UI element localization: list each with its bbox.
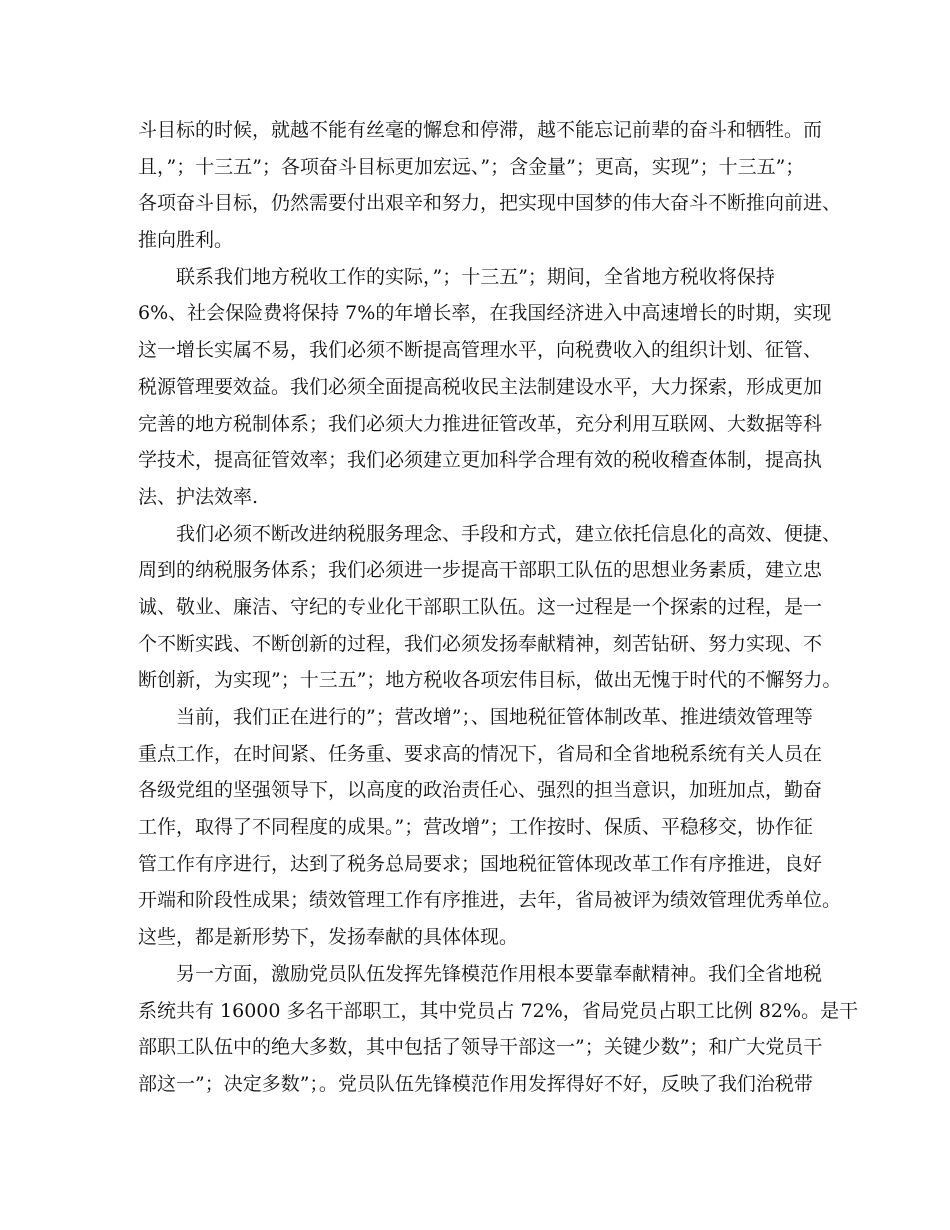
text-line: 管工作有序进行，达到了税务总局要求；国地税征管体现改革工作有序推进，良好 bbox=[138, 852, 823, 875]
text-line: 法、护法效率. bbox=[138, 485, 259, 508]
text-line: 个不断实践、不断创新的过程，我们必须发扬奉献精神，刻苦钻研、努力实现、不 bbox=[138, 632, 823, 655]
text-line: 诚、敬业、廉洁、守纪的专业化干部职工队伍。这一过程是一个探索的过程，是一 bbox=[138, 595, 823, 618]
paragraph-first-line: 当前，我们正在进行的”；营改增”；、国地税征管体制改革、推进绩效管理等 bbox=[176, 706, 813, 728]
text-line: 部职工队伍中的绝大多数，其中包括了领导干部这一”；关键少数”；和广大党员干 bbox=[138, 1036, 823, 1059]
document-body bbox=[138, 112, 859, 1103]
text-line: 斗目标的时候，就越不能有丝毫的懈怠和停滞，越不能忘记前辈的奋斗和牺牲。而 bbox=[138, 119, 823, 141]
text-line: 6%、社会保险费将保持 7%的年增长率，在我国经济进入中高速增长的时期，实现 bbox=[138, 302, 832, 325]
text-line: 断创新，为实现”；十三五”；地方税收各项宏伟目标，做出无愧于时代的不懈努力。 bbox=[138, 669, 842, 692]
text-line: 各级党组的坚强领导下，以高度的政治责任心、强烈的担当意识，加班加点，勤奋 bbox=[138, 779, 823, 802]
text-line: 重点工作，在时间紧、任务重、要求高的情况下，省局和全省地税系统有关人员在 bbox=[138, 742, 823, 765]
text-line: 税源管理要效益。我们必须全面提高税收民主法制建设水平，大力探索，形成更加 bbox=[138, 375, 823, 398]
paragraph-first-line: 另一方面，激励党员队伍发挥先锋模范作用根本要靠奉献精神。我们全省地税 bbox=[176, 962, 823, 985]
text-line: 部这一”；决定多数”；。党员队伍先锋模范作用发挥得好不好，反映了我们治税带 bbox=[138, 1072, 813, 1095]
text-line: 推向胜利。 bbox=[138, 229, 234, 252]
text-line: 且，”；十三五”；各项奋斗目标更加宏远、”；含金量”；更高，实现”；十三五”； bbox=[138, 155, 805, 178]
text-line: 周到的纳税服务体系；我们必须进一步提高干部职工队伍的思想业务素质，建立忠 bbox=[138, 559, 823, 582]
text-line: 学技术，提高征管效率；我们必须建立更加科学合理有效的税收稽查体制，提高执 bbox=[138, 449, 823, 472]
text-line: 这些，都是新形势下，发扬奉献的具体体现。 bbox=[138, 926, 519, 949]
text-line: 开端和阶段性成果；绩效管理工作有序推进，去年，省局被评为绩效管理优秀单位。 bbox=[138, 889, 842, 912]
text-line: 完善的地方税制体系；我们必须大力推进征管改革，充分利用互联网、大数据等科 bbox=[138, 412, 823, 435]
text-line: 系统共有 16000 多名干部职工，其中党员占 72%，省局党员占职工比例 82%。是干 bbox=[138, 999, 859, 1022]
paragraph-first-line: 我们必须不断改进纳税服务理念、手段和方式，建立依托信息化的高效、便捷、 bbox=[176, 522, 842, 545]
text-line: 各项奋斗目标，仍然需要付出艰辛和努力，把实现中国梦的伟大奋斗不断推向前进、 bbox=[138, 192, 842, 215]
text-line: 工作，取得了不同程度的成果。”；营改增”；工作按时、保质、平稳移交，协作征 bbox=[138, 816, 813, 839]
paragraph-first-line: 联系我们地方税收工作的实际，”；十三五”；期间，全省地方税收将保持 bbox=[176, 265, 775, 288]
text-line: 这一增长实属不易，我们必须不断提高管理水平，向税费收入的组织计划、征管、 bbox=[138, 339, 823, 362]
